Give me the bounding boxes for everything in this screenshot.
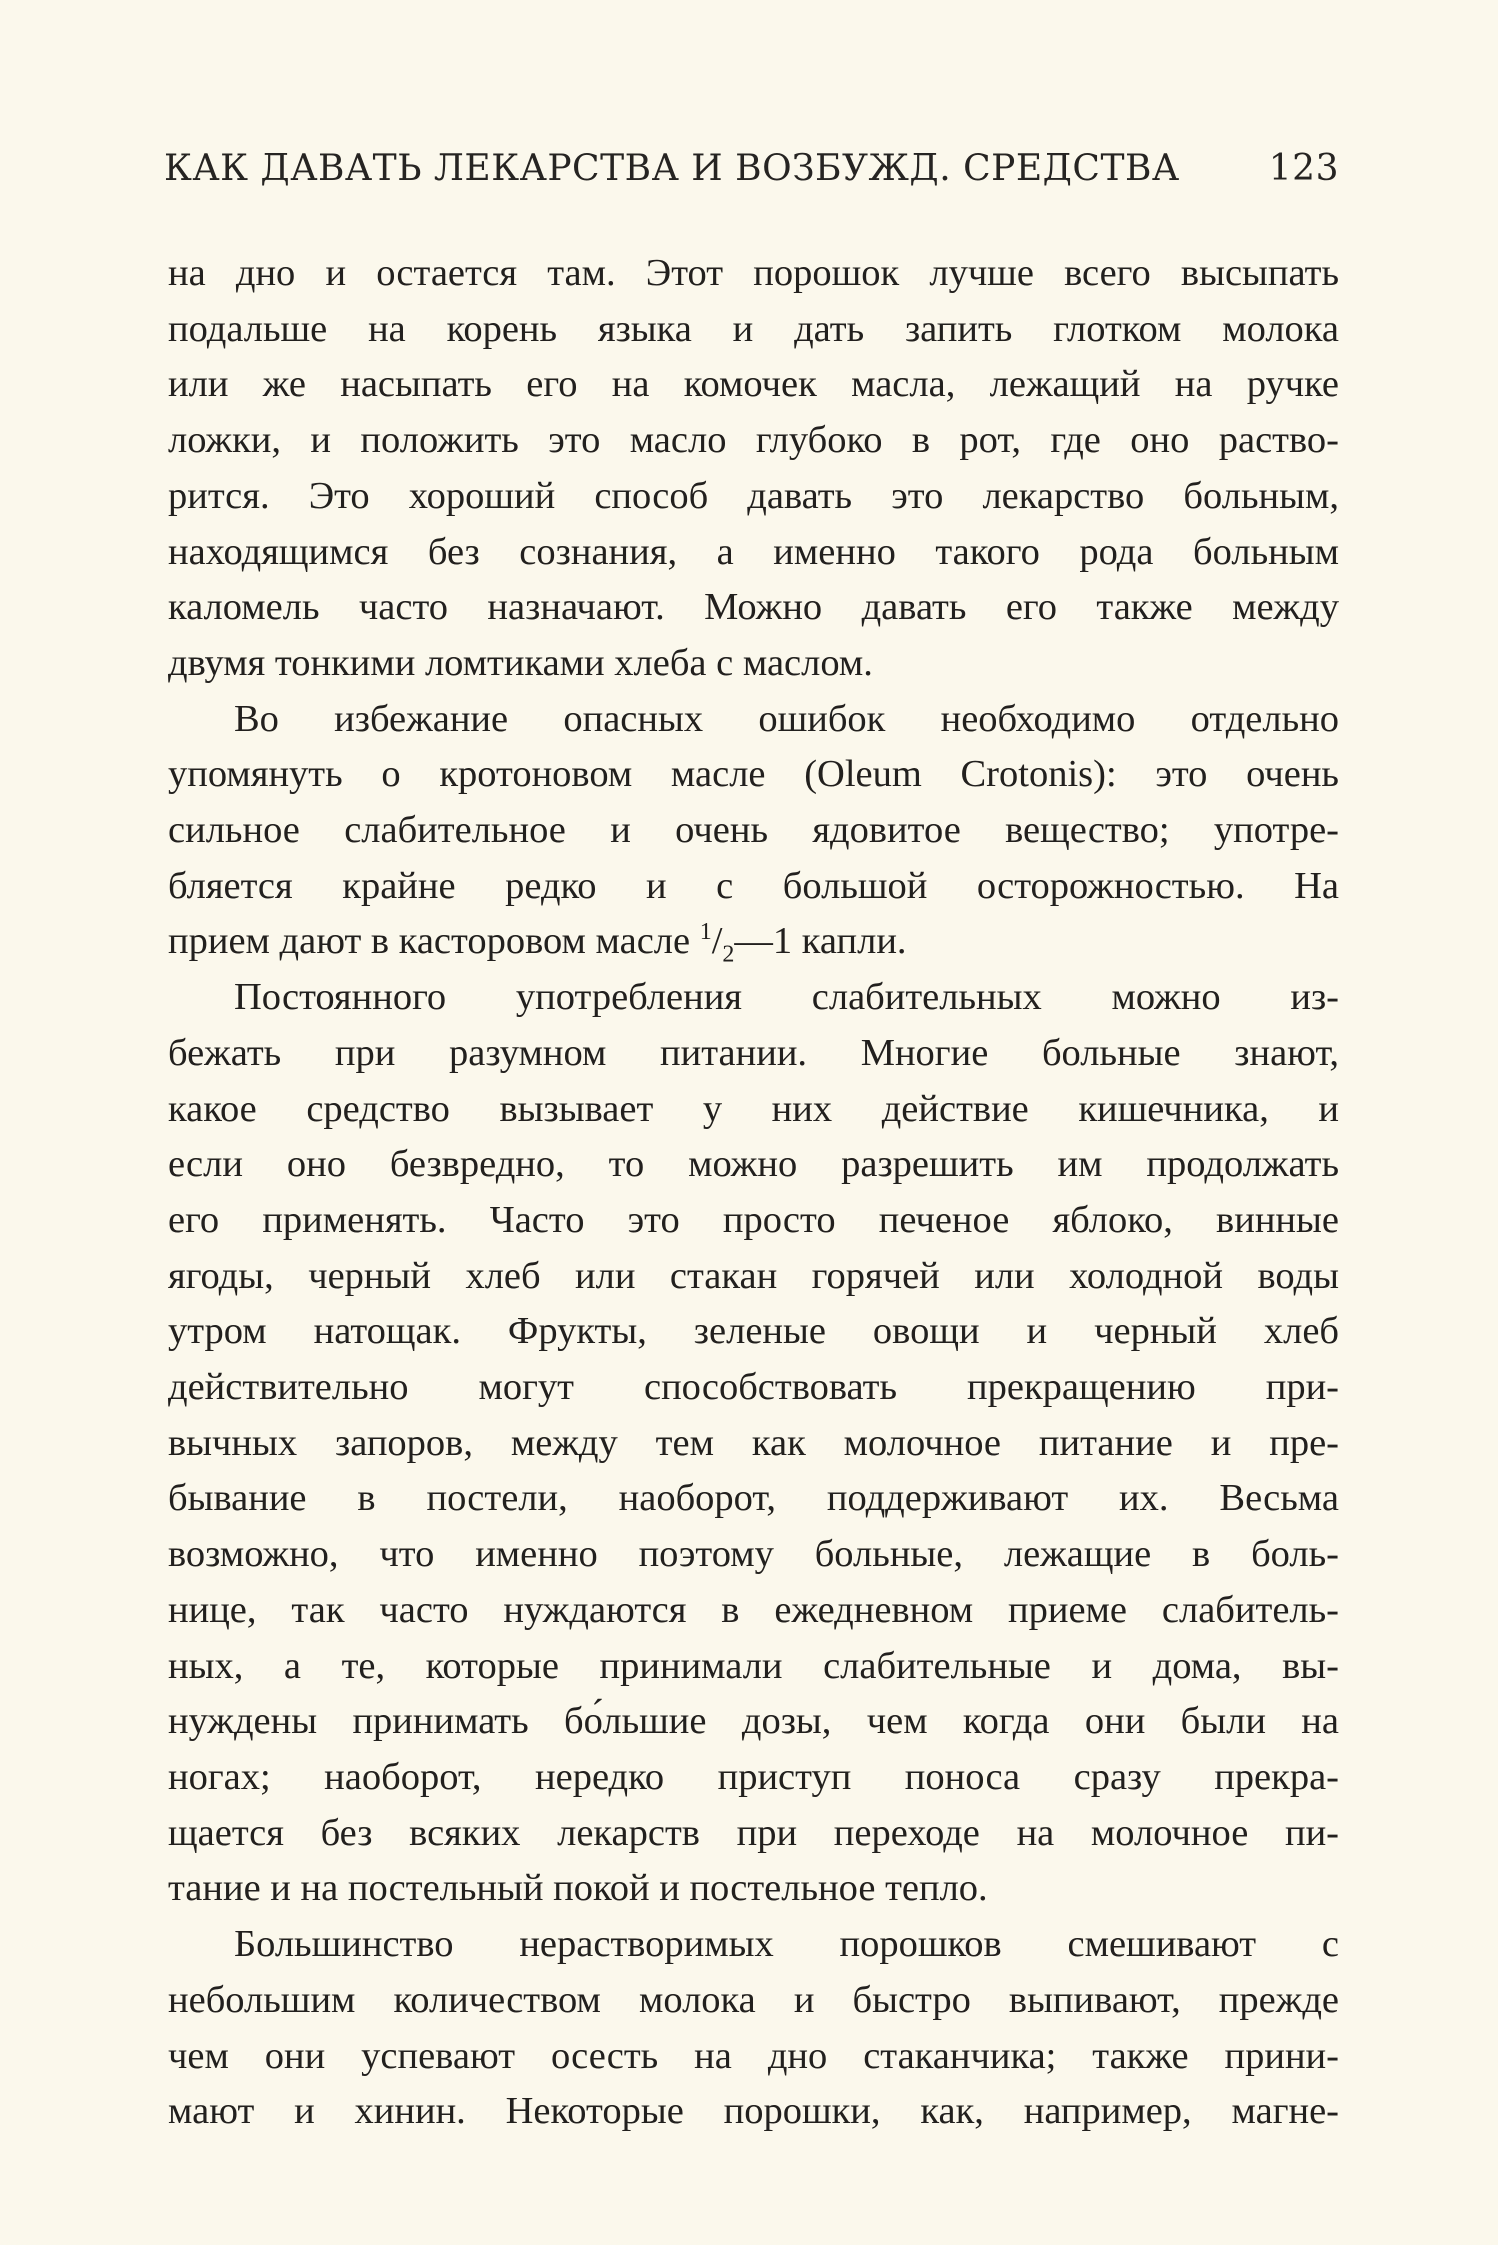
paragraph-4 (168, 1917, 1339, 2140)
page-number: 123 (1268, 148, 1339, 189)
text-line: тание и на постельный покой и постельное тепло. (168, 1867, 988, 1910)
text-line: или же насыпать его на комочек масла, лежащий на ручке (168, 363, 1339, 406)
text-line: чем они успевают осесть на дно стаканчика; также прини- (168, 2034, 1339, 2077)
text-line: подальше на корень языка и дать запить глотком молока (168, 307, 1339, 350)
text-line: ногах; наоборот, нередко приступ поноса сразу прекра- (168, 1755, 1339, 1798)
text-line: если оно безвредно, то можно разрешить им продолжать (168, 1143, 1339, 1186)
text-line: утром натощак. Фрукты, зеленые овощи и черный хлеб (168, 1310, 1339, 1353)
fraction-denominator: 2 (722, 942, 735, 969)
text-line: ягоды, черный хлеб или стакан горячей или холодной воды (168, 1254, 1339, 1297)
text-line: вычных запоров, между тем как молочное питание и пре- (168, 1421, 1339, 1464)
text-line: какое средство вызывает у них действие кишечника, и (168, 1087, 1339, 1130)
text-line: находящимся без сознания, а именно такого рода больным (168, 530, 1339, 573)
text-line: Во избежание опасных ошибок необходимо отдельно (234, 697, 1339, 740)
running-head-title: КАК ДАВАТЬ ЛЕКАРСТВА И ВОЗБУЖД. СРЕДСТВА (164, 148, 1180, 189)
text-line: бляется крайне редко и с большой осторожностью. На (168, 864, 1339, 907)
paragraph-1 (168, 246, 1339, 692)
text-line-with-fraction: прием дают в касторовом масле $^1/_2—1$ капли. (168, 919, 907, 969)
text-line: на дно и остается там. Этот порошок лучше всего высыпать (168, 252, 1339, 294)
text-line: его применять. Часто это просто печеное яблоко, винные (168, 1198, 1339, 1241)
text-line: мают и хинин. Некоторые порошки, как, например, магне- (168, 2090, 1339, 2133)
text-line: бежать при разумном питании. Многие больные знают, (168, 1031, 1339, 1074)
text-line: возможно, что именно поэтому больные, лежащие в боль- (168, 1533, 1339, 1576)
text-line: действительно могут способствовать прекращению при- (168, 1366, 1339, 1409)
text-line: ложки, и положить это масло глубоко в рот, где оно раство- (168, 419, 1339, 462)
text-line: каломель часто назначают. Можно давать его также между (168, 586, 1339, 629)
fraction-numerator: 1 (699, 919, 712, 946)
text-segment: —1 капли. (734, 920, 907, 963)
text-line: упомянуть о кротоновом масле (Oleum Crotonis): это очень (168, 753, 1339, 796)
running-head (164, 148, 1339, 198)
text-line: рится. Это хороший способ давать это лекарство больным, (168, 474, 1339, 517)
text-line: Постоянного употребления слабительных можно из- (234, 976, 1339, 1019)
text-line: нице, так часто нуждаются в ежедневном приеме слабитель- (168, 1588, 1339, 1631)
text-line: небольшим количеством молока и быстро выпивают, прежде (168, 1978, 1339, 2021)
text-line: нуждены принимать бо́льшие дозы, чем когда они были на (168, 1700, 1339, 1743)
text-line: бывание в постели, наоборот, поддерживают их. Весьма (168, 1477, 1339, 1520)
paragraph-3 (168, 970, 1339, 1917)
paragraph-2 (168, 692, 1339, 971)
text-line: ных, а те, которые принимали слабительные и дома, вы- (168, 1644, 1339, 1687)
text-line: сильное слабительное и очень ядовитое вещество; употре- (168, 809, 1339, 852)
body-text (168, 246, 1339, 2140)
text-line: Большинство нерастворимых порошков смешивают с (234, 1923, 1339, 1966)
text-line: двумя тонкими ломтиками хлеба с маслом. (168, 641, 873, 684)
text-segment: прием дают в касторовом масле (168, 920, 700, 963)
text-line: щается без всяких лекарств при переходе на молочное пи- (168, 1811, 1339, 1854)
